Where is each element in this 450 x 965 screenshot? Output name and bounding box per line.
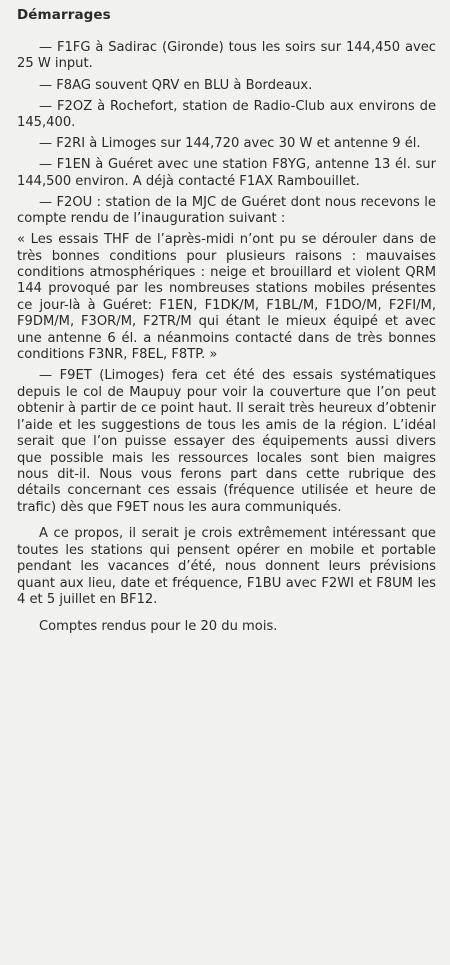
paragraph-comptes-rendus: Comptes rendus pour le 20 du mois. xyxy=(39,618,278,634)
paragraph-f2ou: — F2OU : station de la MJC de Guéret dont nous recevons le compte rendu de l’inauguration suivant : xyxy=(17,194,436,227)
paragraph-f8ag: — F8AG souvent QRV en BLU à Bordeaux. xyxy=(39,77,313,93)
paragraph-f1en: — F1EN à Guéret avec une station F8YG, antenne 13 él. sur 144,500 environ. A déjà contacté F1AX Rambouillet. xyxy=(17,157,436,189)
paragraph-quote: « Les essais THF de l’après-midi n’ont pu se dérouler dans de très bonnes conditions pour plusieurs raisons : mauvaises conditions atmosphériques : neige et brouillard et violent QRM 144 provoqué par les nombreuses stations mobiles présentes ce jour-là à Guéret: F1EN, F1DK/M, F1BL/M, F1DO/M, F2FI/M, F9DM/M, F3OR/M, F2TR/M qui étant le mieux équipé et avec une antenne 6 él. a néanmoins contacté dans de très bonnes conditions F3NR, F8EL, F8TP. » xyxy=(17,232,436,363)
paragraph-f2oz: — F2OZ à Rochefort, station de Radio-Club aux environs de 145,400. xyxy=(17,98,436,130)
paragraph-f2ri: — F2RI à Limoges sur 144,720 avec 30 W et antenne 9 él. xyxy=(39,136,421,152)
section-heading: Démarrages xyxy=(17,7,111,23)
paragraph-f9et: — F9ET (Limoges) fera cet été des essais systématiques depuis le col de Maupuy pour voir la couverture que l’on peut obtenir à partir de ce point haut. Il serait très heureux d’obtenir l’aide et les suggestions de tous les amis de la région. L’idéal serait que l’on puisse essayer des équipements aussi divers que possible mais les ressources locales sont bien maigres nous dit-il. Nous vous ferons part dans cette rubrique des détails concernant ces essais (fréquence utilisée et heure de trafic) dès que F9ET nous les aura communiqués. xyxy=(17,368,436,515)
paragraph-a-ce-propos: A ce propos, il serait je crois extrêmement intéressant que toutes les stations qui pensent opérer en mobile et portable pendant les vacances d’été, nous donnent leurs prévisions quant aux lieu, date et fréquence, F1BU avec F2WI et F8UM les 4 et 5 juillet en BF12. xyxy=(17,526,436,608)
paragraph-f1fg: — F1FG à Sadirac (Gironde) tous les soirs sur 144,450 avec 25 W input. xyxy=(17,40,436,72)
